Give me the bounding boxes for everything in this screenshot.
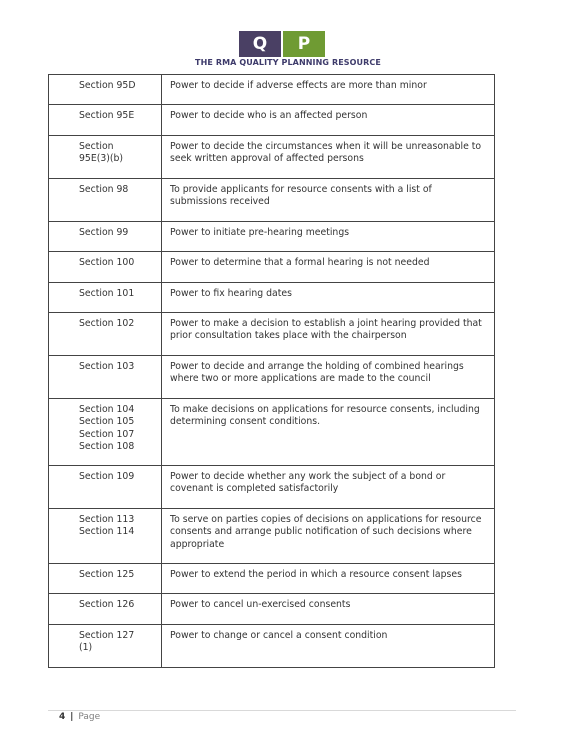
section-line: Section 113	[79, 514, 135, 525]
section-cell	[49, 625, 162, 668]
section-line: Section 102	[79, 318, 135, 329]
footer-page-label: Page	[78, 712, 101, 722]
section-cell	[49, 509, 162, 564]
section-cell	[49, 222, 162, 252]
table-row	[49, 356, 495, 399]
qp-logo	[239, 31, 325, 57]
section-line: (1)	[79, 642, 93, 654]
description-cell: Power to decide the circumstances when it will be unreasonable to seek written approval of affected persons	[162, 136, 495, 179]
table-row	[49, 75, 495, 105]
table-row	[49, 222, 495, 252]
description-cell: Power to change or cancel a consent condition	[162, 625, 495, 668]
section-cell	[49, 252, 162, 283]
logo-q-block: Q	[239, 31, 281, 57]
delegations-table-body	[49, 75, 495, 668]
table-row	[49, 136, 495, 179]
section-cell	[49, 105, 162, 136]
table-row	[49, 466, 495, 509]
section-line: Section 108	[79, 440, 135, 452]
table-row	[49, 179, 495, 222]
section-cell	[49, 594, 162, 625]
description-cell: Power to decide whether any work the subject of a bond or covenant is completed satisfactorily	[162, 466, 495, 509]
description-cell: Power to determine that a formal hearing is not needed	[162, 252, 495, 283]
section-line: Section 99	[79, 227, 129, 238]
table-row	[49, 625, 495, 668]
section-line: Section 114	[79, 526, 135, 538]
footer-divider	[48, 710, 516, 711]
description-cell: Power to cancel un-exercised consents	[162, 594, 495, 625]
table-row	[49, 594, 495, 625]
section-line: 95E(3)(b)	[79, 153, 124, 165]
table-row	[49, 313, 495, 356]
section-line: Section 100	[79, 257, 135, 268]
section-line: Section 103	[79, 361, 135, 372]
section-cell	[49, 466, 162, 509]
section-cell	[49, 313, 162, 356]
section-line: Section	[79, 141, 114, 152]
description-cell: Power to decide if adverse effects are more than minor	[162, 75, 495, 105]
description-cell: To provide applicants for resource consents with a list of submissions received	[162, 179, 495, 222]
table-row	[49, 564, 495, 594]
section-line: Section 107	[79, 428, 135, 440]
section-line: Section 126	[79, 599, 135, 610]
section-line: Section 105	[79, 416, 135, 428]
section-line: Section 127	[79, 630, 135, 641]
description-cell: Power to decide who is an affected person	[162, 105, 495, 136]
section-line: Section 125	[79, 569, 135, 580]
description-cell: Power to extend the period in which a resource consent lapses	[162, 564, 495, 594]
description-cell: Power to initiate pre-hearing meetings	[162, 222, 495, 252]
section-line: Section 104	[79, 404, 135, 415]
description-cell: To serve on parties copies of decisions on applications for resource consents and arrange public notification of such decisions where appropriate	[162, 509, 495, 564]
section-line: Section 95D	[79, 80, 136, 91]
section-cell	[49, 283, 162, 313]
description-cell: Power to make a decision to establish a joint hearing provided that prior consultation takes place with the chairperson	[162, 313, 495, 356]
table-row	[49, 252, 495, 283]
section-cell	[49, 356, 162, 399]
section-cell	[49, 399, 162, 466]
description-cell: To make decisions on applications for resource consents, including determining consent conditions.	[162, 399, 495, 466]
section-line: Section 95E	[79, 110, 135, 121]
section-cell	[49, 75, 162, 105]
section-line: Section 109	[79, 471, 135, 482]
description-cell: Power to fix hearing dates	[162, 283, 495, 313]
page-footer	[59, 712, 100, 722]
delegations-table	[48, 74, 495, 668]
section-line: Section 98	[79, 184, 129, 195]
section-cell	[49, 179, 162, 222]
page-number: 4	[59, 712, 66, 722]
table-row	[49, 105, 495, 136]
description-cell: Power to decide and arrange the holding of combined hearings where two or more applications are made to the council	[162, 356, 495, 399]
footer-separator: |	[70, 712, 74, 722]
section-cell	[49, 564, 162, 594]
section-line: Section 101	[79, 288, 135, 299]
logo-p-block: P	[283, 31, 325, 57]
table-row	[49, 399, 495, 466]
section-cell	[49, 136, 162, 179]
logo-subtitle: THE RMA QUALITY PLANNING RESOURCE	[195, 58, 381, 67]
table-row	[49, 283, 495, 313]
table-row	[49, 509, 495, 564]
